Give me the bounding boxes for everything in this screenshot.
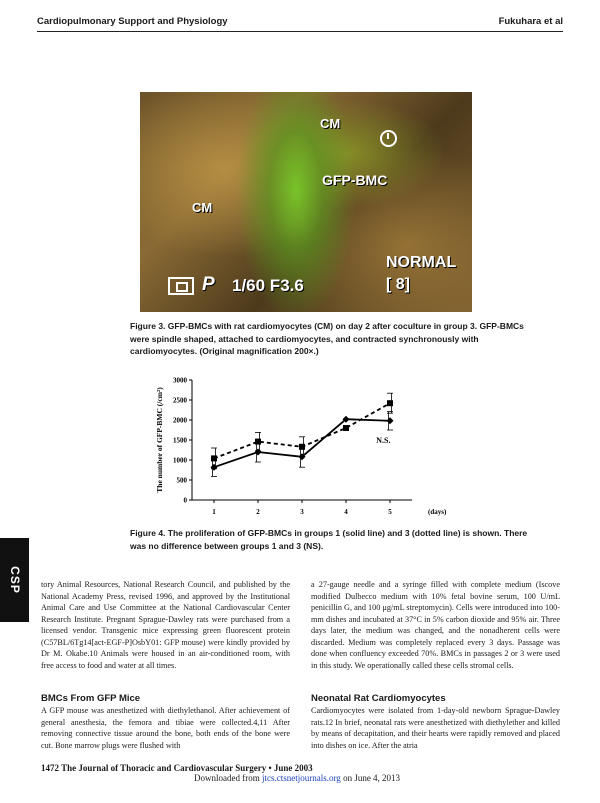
figure3-caption: Figure 3. GFP-BMCs with rat cardiomyocytes (CM) on day 2 after coculture in group 3. GFP-BMCs were spindle shaped, attached to cardiomyocytes, and contracted synchronously with cardiomyocytes. (Original magnification 200×.): [130, 321, 524, 356]
label-cm-left: CM: [192, 200, 213, 215]
y-tick-label: 2500: [173, 396, 187, 405]
section-heading: BMCs From GFP Mice: [41, 693, 141, 704]
y-tick-label: 1500: [173, 436, 187, 445]
data-point: [387, 400, 393, 406]
label-exposure: 1/60 F3.6: [232, 276, 304, 295]
y-tick-label: 1000: [173, 456, 187, 465]
label-cm-top: CM: [320, 116, 341, 131]
y-tick-label: 3000: [173, 376, 187, 385]
x-tick-label: 4: [344, 508, 348, 516]
data-point: [387, 417, 394, 424]
figure4-caption: Figure 4. The proliferation of GFP-BMCs in groups 1 (solid line) and 3 (dotted line) is shown. There was no difference between groups 1 and 3 (NS).: [130, 528, 528, 551]
label-normal: NORMAL: [386, 254, 457, 271]
timer-icon: [380, 130, 397, 147]
download-prefix: Downloaded from: [194, 773, 262, 783]
header-rule: [37, 31, 563, 32]
header-authors: Fukuhara et al: [498, 16, 563, 27]
y-tick-label: 2000: [173, 416, 187, 425]
y-axis-label: The number of GFP-BMC (/cm²): [155, 387, 164, 493]
running-header: [37, 16, 563, 30]
x-tick-label: 3: [300, 508, 304, 516]
series-line: [214, 403, 390, 458]
download-suffix: on June 4, 2013: [340, 773, 401, 783]
x-tick-label: 5: [388, 508, 392, 516]
annotation-ns: N.S.: [376, 436, 391, 446]
header-section: Cardiopulmonary Support and Physiology: [37, 16, 228, 27]
page-footer: 1472 The Journal of Thoracic and Cardiovascular Surgery • June 2003: [41, 763, 313, 773]
data-point: [255, 439, 261, 445]
section-heading: Neonatal Rat Cardiomyocytes: [311, 693, 446, 704]
label-frame: [ 8]: [386, 276, 410, 293]
side-tab-label: CSP: [7, 566, 22, 594]
paragraph: a 27-gauge needle and a syringe filled with complete medium (Iscove modified Dulbecco medium with 10% fetal bovine serum, 100 U/mL penicillin G, and 100 μg/mL streptomycin). Cells were introduced into 100-mm dishes and incubated at 37°C in 5% carbon dioxide and 95% air. Three days later, the medium was changed, and the nonadherent cells were discarded. Medium was completely replaced every 3 days. Passage was done when confluency exceeded 70%. BMCs in passages 2 or 3 were used in this study. We operationally called these cells stromal cells.: [311, 580, 560, 670]
download-notice: [194, 773, 400, 783]
label-mode: P: [202, 274, 215, 295]
data-point: [211, 455, 217, 461]
figure3-micrograph: [140, 92, 472, 312]
x-axis-label: (days): [428, 508, 447, 516]
body-right-column: [311, 579, 560, 671]
label-gfp-bmc: GFP-BMC: [322, 172, 388, 188]
paragraph: A GFP mouse was anesthetized with diethylethanol. After achievement of general anesthesia, the femora and tibiae were collected.4,11 After removing connective tissue around the bone, both ends of the bone were cut. Bone marrow plugs were flushed with: [41, 706, 290, 750]
camera-metering-icon: [168, 277, 194, 295]
data-point: [343, 425, 349, 431]
data-point: [255, 449, 262, 456]
paragraph: tory Animal Resources, National Research Council, and published by the National Academy Press, revised 1996, and approved by the Institutional Animal Care and Use Committee at the National Cardiovascular Center Research Institute. Pregnant Sprague-Dawley rats were purchased from a licensed vendor. Transgenic mice expressing green fluorescent protein (C57BL/6Tg14[act-EGF-P]OsbY01: GFP mouse) were kindly provided by Dr M. Okabe.10 Animals were housed in an air-conditioned room, with free access to food and water at all times.: [41, 580, 290, 670]
figure4-chart: [150, 370, 460, 520]
body-left-column: [41, 579, 290, 671]
side-tab: [0, 538, 29, 622]
data-point: [299, 444, 305, 450]
download-link[interactable]: jtcs.ctsnetjournals.org: [261, 773, 341, 783]
x-tick-label: 1: [212, 508, 216, 516]
paragraph: Cardiomyocytes were isolated from 1-day-old newborn Sprague-Dawley rats.12 In brief, neonatal rats were anesthetized with diethylether and killed by means of decapitation, and their hearts were rapidly removed and placed into dishes on ice. After the atria: [311, 706, 560, 750]
y-tick-label: 0: [183, 496, 187, 505]
y-tick-label: 500: [176, 476, 187, 485]
data-point: [211, 464, 218, 471]
x-tick-label: 2: [256, 508, 260, 516]
